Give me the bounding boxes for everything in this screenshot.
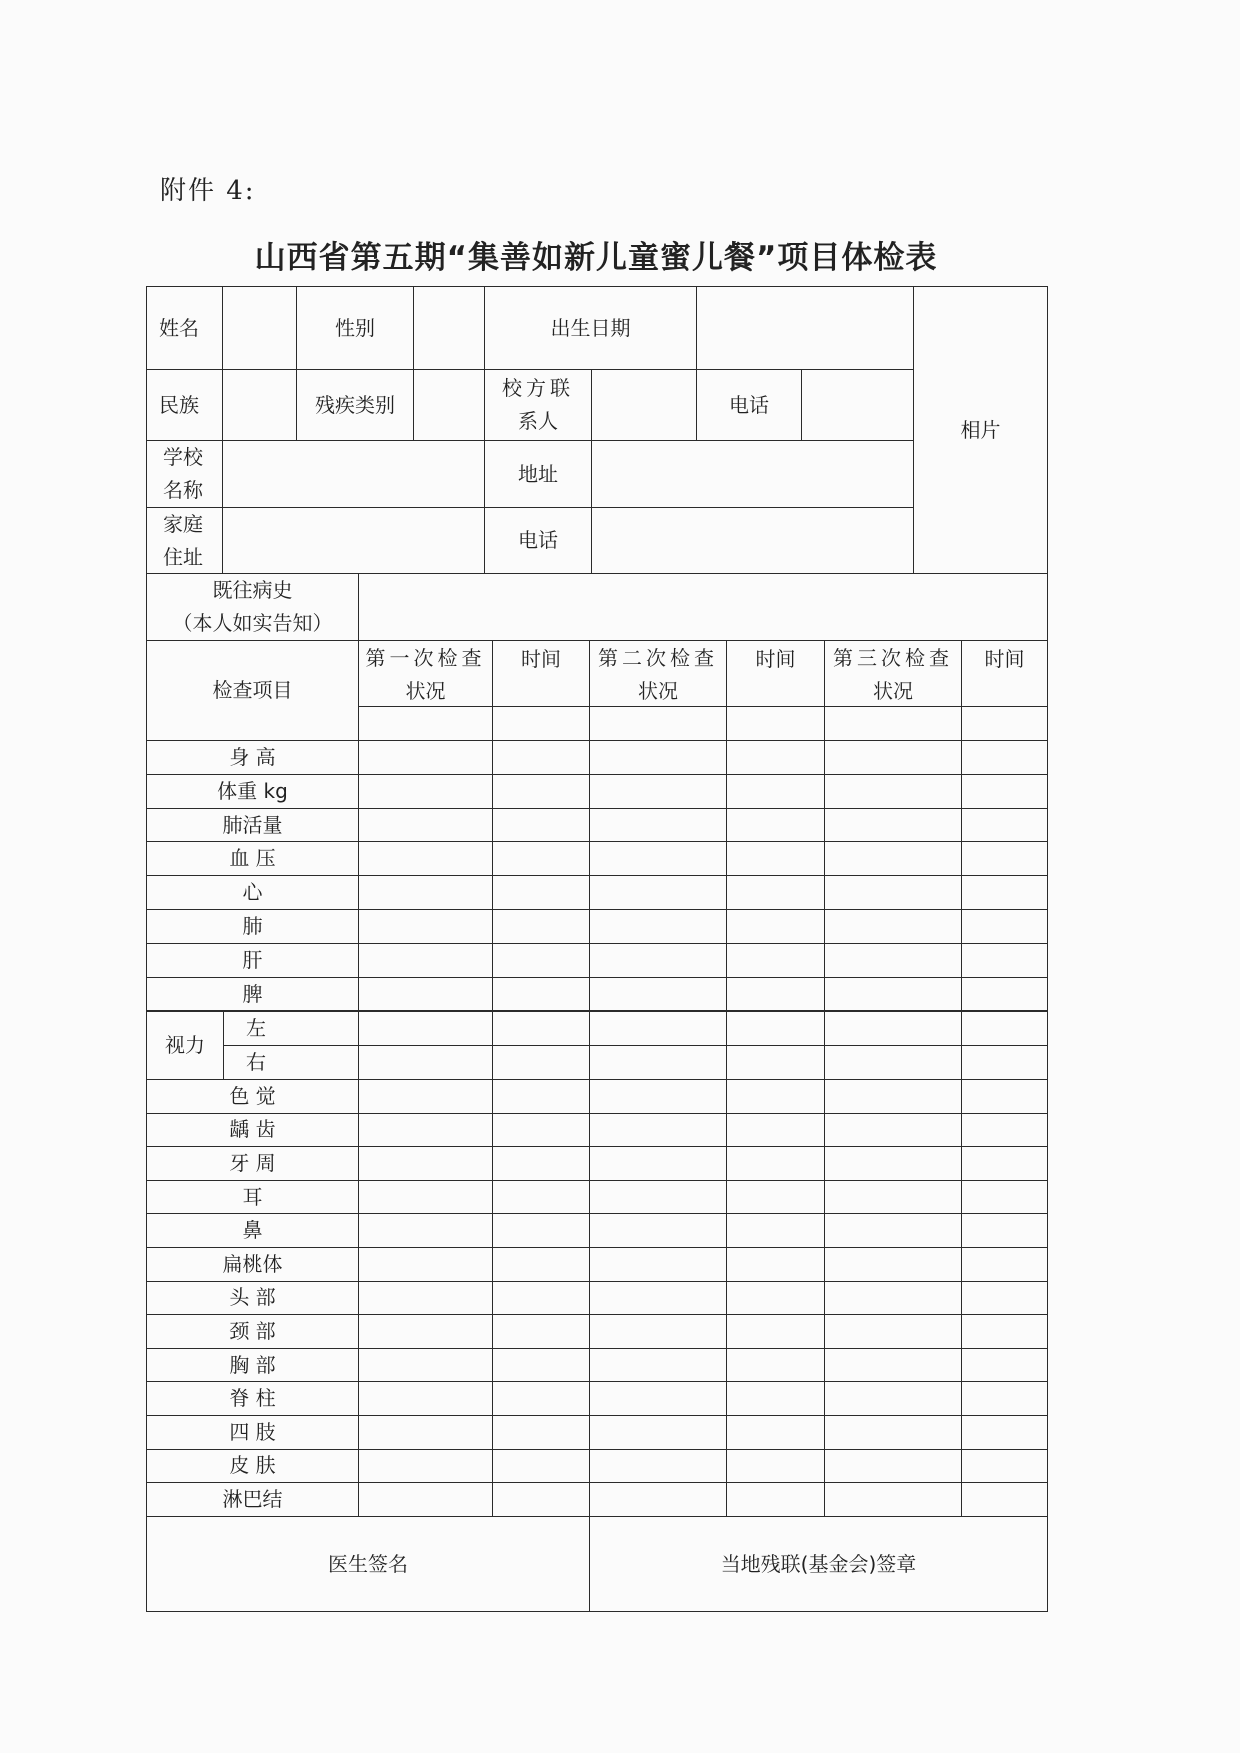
school-contact-label: 校方联 系人 <box>484 369 592 441</box>
exam-value-cell[interactable] <box>824 1381 962 1416</box>
phone-field[interactable] <box>801 369 914 441</box>
exam-value-cell[interactable] <box>961 1146 1048 1181</box>
exam-value-cell[interactable] <box>492 1415 590 1450</box>
exam-value-cell[interactable] <box>961 1180 1048 1215</box>
exam-value-cell[interactable] <box>492 808 590 843</box>
time3-header: 时间 <box>961 640 1048 707</box>
exam-value-cell[interactable] <box>824 1415 962 1450</box>
exam-value-cell[interactable] <box>726 977 825 1012</box>
exam-subheader-cell[interactable] <box>589 706 727 741</box>
exam-item-label: 耳 <box>146 1180 359 1215</box>
exam-value-cell[interactable] <box>358 1482 493 1517</box>
exam-value-cell[interactable] <box>358 1314 493 1349</box>
exam-value-cell[interactable] <box>824 875 962 910</box>
exam-value-cell[interactable] <box>358 1247 493 1282</box>
exam-value-cell[interactable] <box>726 1314 825 1349</box>
medical-history-label: 既往病史 （本人如实告知） <box>146 573 359 641</box>
exam-item-label: 体重 kg <box>146 774 359 809</box>
phone-label: 电话 <box>696 369 802 441</box>
exam-value-cell[interactable] <box>589 1180 727 1215</box>
exam-item-label: 鼻 <box>146 1213 359 1248</box>
exam-value-cell[interactable] <box>589 841 727 876</box>
home-phone-label: 电话 <box>484 507 592 574</box>
birth-date-field[interactable] <box>696 286 914 370</box>
ethnic-field[interactable] <box>222 369 297 441</box>
exam-value-cell[interactable] <box>492 740 590 775</box>
exam-value-cell[interactable] <box>492 977 590 1012</box>
school-name-label: 学校 名称 <box>146 440 223 508</box>
exam-value-cell[interactable] <box>726 1482 825 1517</box>
exam-item-label: 血 压 <box>146 841 359 876</box>
exam-value-cell[interactable] <box>961 1079 1048 1114</box>
exam-value-cell[interactable] <box>492 1113 590 1148</box>
form-title: 山西省第五期“集善如新儿童蜜儿餐”项目体检表 <box>254 240 938 276</box>
exam-value-cell[interactable] <box>492 1482 590 1517</box>
exam-value-cell[interactable] <box>824 977 962 1012</box>
exam-item-label: 头 部 <box>146 1281 359 1316</box>
exam-value-cell[interactable] <box>358 1213 493 1248</box>
exam-value-cell[interactable] <box>358 1180 493 1215</box>
gender-label: 性别 <box>296 286 414 370</box>
vision-value-cell[interactable] <box>589 1045 727 1080</box>
exam-subheader-cell[interactable] <box>358 706 493 741</box>
exam-value-cell[interactable] <box>589 943 727 978</box>
exam-value-cell[interactable] <box>492 909 590 944</box>
exam-value-cell[interactable] <box>589 740 727 775</box>
exam-item-label: 肝 <box>146 943 359 978</box>
second-exam-header: 第二次检查 状况 <box>589 640 727 707</box>
exam-value-cell[interactable] <box>961 977 1048 1012</box>
exam-value-cell[interactable] <box>824 1247 962 1282</box>
exam-value-cell[interactable] <box>726 1348 825 1383</box>
exam-value-cell[interactable] <box>589 808 727 843</box>
exam-value-cell[interactable] <box>358 841 493 876</box>
name-label: 姓名 <box>146 286 223 370</box>
vision-value-cell[interactable] <box>358 1045 493 1080</box>
exam-value-cell[interactable] <box>824 740 962 775</box>
address-field[interactable] <box>591 440 914 508</box>
exam-item-label: 淋巴结 <box>146 1482 359 1517</box>
vision-value-cell[interactable] <box>961 1011 1048 1046</box>
exam-value-cell[interactable] <box>589 1146 727 1181</box>
exam-item-label: 肺 <box>146 909 359 944</box>
exam-value-cell[interactable] <box>492 1247 590 1282</box>
exam-value-cell[interactable] <box>358 943 493 978</box>
exam-value-cell[interactable] <box>961 1213 1048 1248</box>
exam-value-cell[interactable] <box>589 1348 727 1383</box>
exam-value-cell[interactable] <box>824 1213 962 1248</box>
exam-value-cell[interactable] <box>824 1079 962 1114</box>
school-contact-field[interactable] <box>591 369 697 441</box>
exam-value-cell[interactable] <box>589 1079 727 1114</box>
vision-value-cell[interactable] <box>824 1011 962 1046</box>
exam-subheader-cell[interactable] <box>824 706 962 741</box>
exam-value-cell[interactable] <box>961 1281 1048 1316</box>
exam-value-cell[interactable] <box>961 1381 1048 1416</box>
exam-value-cell[interactable] <box>358 977 493 1012</box>
exam-item-label: 脾 <box>146 977 359 1012</box>
exam-item-label: 皮 肤 <box>146 1449 359 1484</box>
exam-item-label: 四 肢 <box>146 1415 359 1450</box>
exam-value-cell[interactable] <box>961 909 1048 944</box>
exam-value-cell[interactable] <box>726 1415 825 1450</box>
exam-value-cell[interactable] <box>492 774 590 809</box>
vision-value-cell[interactable] <box>961 1045 1048 1080</box>
exam-value-cell[interactable] <box>492 1314 590 1349</box>
vision-value-cell[interactable] <box>492 1011 590 1046</box>
exam-value-cell[interactable] <box>358 1146 493 1181</box>
exam-value-cell[interactable] <box>358 774 493 809</box>
exam-value-cell[interactable] <box>824 1180 962 1215</box>
school-name-field[interactable] <box>222 440 485 508</box>
time1-header: 时间 <box>492 640 590 707</box>
time2-header: 时间 <box>726 640 825 707</box>
exam-value-cell[interactable] <box>961 1314 1048 1349</box>
disability-field[interactable] <box>413 369 485 441</box>
exam-value-cell[interactable] <box>726 875 825 910</box>
exam-subheader-cell[interactable] <box>961 706 1048 741</box>
exam-item-label: 龋 齿 <box>146 1113 359 1148</box>
exam-value-cell[interactable] <box>358 1449 493 1484</box>
exam-value-cell[interactable] <box>961 1113 1048 1148</box>
home-phone-field[interactable] <box>591 507 914 574</box>
exam-item-label: 肺活量 <box>146 808 359 843</box>
exam-value-cell[interactable] <box>726 1281 825 1316</box>
exam-value-cell[interactable] <box>589 1381 727 1416</box>
exam-value-cell[interactable] <box>961 943 1048 978</box>
exam-value-cell[interactable] <box>589 909 727 944</box>
exam-value-cell[interactable] <box>824 1281 962 1316</box>
exam-value-cell[interactable] <box>824 1146 962 1181</box>
exam-value-cell[interactable] <box>824 1348 962 1383</box>
photo-box[interactable]: 相片 <box>913 286 1048 574</box>
exam-value-cell[interactable] <box>961 1247 1048 1282</box>
exam-value-cell[interactable] <box>726 943 825 978</box>
exam-item-label: 脊 柱 <box>146 1381 359 1416</box>
exam-value-cell[interactable] <box>589 1415 727 1450</box>
exam-item-label: 胸 部 <box>146 1348 359 1383</box>
exam-item-label: 色 觉 <box>146 1079 359 1114</box>
medical-history-field[interactable] <box>358 573 1048 641</box>
exam-value-cell[interactable] <box>961 1348 1048 1383</box>
exam-value-cell[interactable] <box>824 841 962 876</box>
exam-value-cell[interactable] <box>589 1247 727 1282</box>
ethnic-label: 民族 <box>146 369 223 441</box>
exam-item-header: 检查项目 <box>146 640 359 741</box>
vision-value-cell[interactable] <box>589 1011 727 1046</box>
exam-value-cell[interactable] <box>492 1281 590 1316</box>
exam-value-cell[interactable] <box>824 1482 962 1517</box>
first-exam-header: 第一次检查 状况 <box>358 640 493 707</box>
exam-value-cell[interactable] <box>824 1113 962 1148</box>
home-address-label: 家庭 住址 <box>146 507 223 574</box>
vision-value-cell[interactable] <box>726 1045 825 1080</box>
exam-item-label: 扁桃体 <box>146 1247 359 1282</box>
exam-value-cell[interactable] <box>589 1482 727 1517</box>
exam-value-cell[interactable] <box>961 1415 1048 1450</box>
vision-left-label: 左 <box>223 1011 359 1046</box>
exam-value-cell[interactable] <box>492 943 590 978</box>
vision-value-cell[interactable] <box>726 1011 825 1046</box>
exam-value-cell[interactable] <box>589 1213 727 1248</box>
exam-item-label: 心 <box>146 875 359 910</box>
gender-field[interactable] <box>413 286 485 370</box>
exam-value-cell[interactable] <box>726 1146 825 1181</box>
attachment-label: 附件 4: <box>160 176 256 206</box>
exam-value-cell[interactable] <box>358 1113 493 1148</box>
exam-value-cell[interactable] <box>589 875 727 910</box>
exam-value-cell[interactable] <box>961 808 1048 843</box>
federation-stamp-box[interactable]: 当地残联(基金会)签章 <box>589 1516 1048 1612</box>
vision-value-cell[interactable] <box>358 1011 493 1046</box>
vision-right-label: 右 <box>223 1045 359 1080</box>
exam-value-cell[interactable] <box>824 1314 962 1349</box>
exam-value-cell[interactable] <box>824 1449 962 1484</box>
exam-value-cell[interactable] <box>358 1381 493 1416</box>
exam-value-cell[interactable] <box>726 1449 825 1484</box>
exam-value-cell[interactable] <box>726 740 825 775</box>
exam-value-cell[interactable] <box>961 740 1048 775</box>
name-field[interactable] <box>222 286 297 370</box>
exam-value-cell[interactable] <box>492 1079 590 1114</box>
exam-value-cell[interactable] <box>726 841 825 876</box>
exam-value-cell[interactable] <box>358 875 493 910</box>
exam-value-cell[interactable] <box>824 909 962 944</box>
exam-value-cell[interactable] <box>492 841 590 876</box>
exam-value-cell[interactable] <box>589 1281 727 1316</box>
exam-value-cell[interactable] <box>961 1449 1048 1484</box>
exam-value-cell[interactable] <box>492 1449 590 1484</box>
exam-value-cell[interactable] <box>492 1146 590 1181</box>
exam-value-cell[interactable] <box>726 1180 825 1215</box>
address-label: 地址 <box>484 440 592 508</box>
exam-item-label: 颈 部 <box>146 1314 359 1349</box>
exam-value-cell[interactable] <box>589 1113 727 1148</box>
home-address-field[interactable] <box>222 507 485 574</box>
exam-value-cell[interactable] <box>589 977 727 1012</box>
vision-label: 视力 <box>146 1011 224 1080</box>
exam-value-cell[interactable] <box>492 875 590 910</box>
exam-value-cell[interactable] <box>358 740 493 775</box>
exam-value-cell[interactable] <box>961 774 1048 809</box>
exam-subheader-cell[interactable] <box>492 706 590 741</box>
exam-value-cell[interactable] <box>492 1381 590 1416</box>
exam-value-cell[interactable] <box>358 808 493 843</box>
disability-label: 残疾类别 <box>296 369 414 441</box>
exam-value-cell[interactable] <box>961 1482 1048 1517</box>
exam-value-cell[interactable] <box>824 943 962 978</box>
exam-value-cell[interactable] <box>589 774 727 809</box>
exam-value-cell[interactable] <box>492 1180 590 1215</box>
birth-date-label: 出生日期 <box>484 286 697 370</box>
exam-value-cell[interactable] <box>726 808 825 843</box>
exam-value-cell[interactable] <box>358 1281 493 1316</box>
exam-value-cell[interactable] <box>492 1348 590 1383</box>
exam-value-cell[interactable] <box>358 909 493 944</box>
exam-value-cell[interactable] <box>961 875 1048 910</box>
doctor-signature-box[interactable]: 医生签名 <box>146 1516 590 1612</box>
exam-value-cell[interactable] <box>726 1381 825 1416</box>
exam-value-cell[interactable] <box>589 1449 727 1484</box>
exam-value-cell[interactable] <box>824 808 962 843</box>
third-exam-header: 第三次检查 状况 <box>824 640 962 707</box>
exam-value-cell[interactable] <box>726 1079 825 1114</box>
exam-value-cell[interactable] <box>492 1213 590 1248</box>
exam-value-cell[interactable] <box>824 774 962 809</box>
vision-value-cell[interactable] <box>492 1045 590 1080</box>
exam-item-label: 牙 周 <box>146 1146 359 1181</box>
exam-value-cell[interactable] <box>726 909 825 944</box>
exam-value-cell[interactable] <box>726 1113 825 1148</box>
exam-value-cell[interactable] <box>726 774 825 809</box>
exam-value-cell[interactable] <box>589 1314 727 1349</box>
exam-value-cell[interactable] <box>358 1079 493 1114</box>
exam-value-cell[interactable] <box>726 1213 825 1248</box>
vision-value-cell[interactable] <box>824 1045 962 1080</box>
exam-item-label: 身 高 <box>146 740 359 775</box>
exam-value-cell[interactable] <box>358 1348 493 1383</box>
exam-value-cell[interactable] <box>358 1415 493 1450</box>
exam-subheader-cell[interactable] <box>726 706 825 741</box>
exam-value-cell[interactable] <box>961 841 1048 876</box>
exam-value-cell[interactable] <box>726 1247 825 1282</box>
